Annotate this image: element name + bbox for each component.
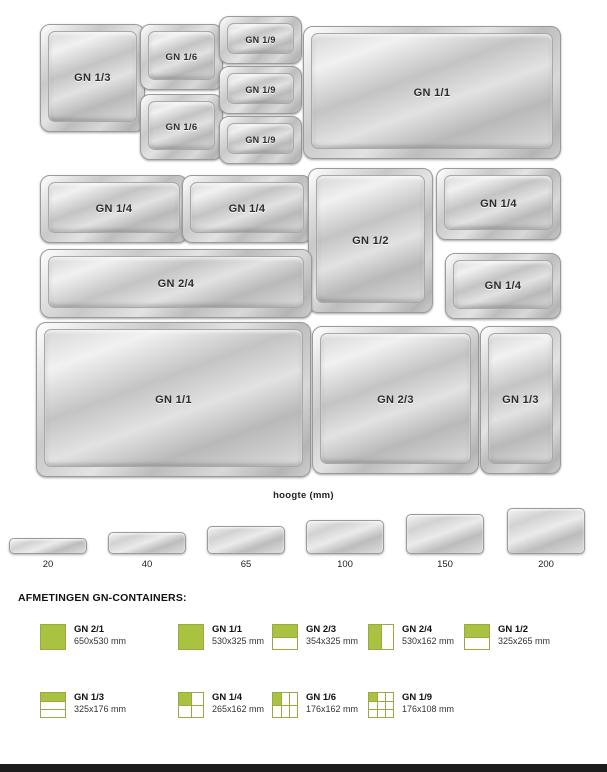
pan-height-label: 65 — [240, 559, 252, 570]
dimension-text — [498, 624, 550, 647]
pan-height-item — [402, 514, 488, 570]
dimension-swatch-icon — [272, 624, 298, 650]
dimension-item — [40, 692, 126, 718]
pan-height-label: 20 — [42, 559, 54, 570]
dimension-swatch-icon — [464, 624, 490, 650]
dimensions-legend — [0, 582, 607, 772]
gn-pan-label: GN 2/4 — [157, 277, 195, 290]
gn-pan-label: GN 1/6 — [165, 51, 198, 63]
pan-height-shape — [207, 526, 285, 554]
gn-pan — [219, 16, 302, 64]
gn-pan — [308, 168, 433, 313]
gn-pan-label: GN 1/3 — [502, 394, 539, 406]
pan-height-label: 200 — [538, 559, 554, 570]
gn-pan — [140, 94, 223, 160]
dimension-text — [402, 692, 454, 715]
dimension-size: 325x265 mm — [498, 635, 551, 646]
dimension-item — [368, 692, 454, 718]
dimension-code: GN 1/2 — [498, 624, 529, 635]
gn-pan-label: GN 1/9 — [245, 85, 276, 95]
dimension-code: GN 1/1 — [212, 624, 243, 635]
gn-pan — [140, 24, 223, 90]
gn-pan — [219, 66, 302, 114]
dimension-text — [74, 692, 126, 715]
gn-pan — [303, 26, 561, 159]
gn-pan — [182, 175, 312, 243]
heights-title: hoogte (mm) — [273, 490, 334, 501]
pan-height-item — [5, 538, 91, 570]
gn-pan — [40, 24, 145, 132]
gn-pan — [219, 116, 302, 164]
dimension-item — [178, 692, 264, 718]
dimension-swatch-icon — [368, 692, 394, 718]
dimension-code: GN 1/6 — [306, 692, 337, 703]
gn-pan-label: GN 1/4 — [95, 203, 133, 215]
dimension-text — [306, 624, 358, 647]
pan-height-shape — [306, 520, 384, 554]
gn-pan-label: GN 1/4 — [480, 198, 517, 210]
pan-height-shape — [9, 538, 87, 554]
pan-heights-row — [0, 490, 607, 582]
pan-height-shape — [507, 508, 585, 554]
gn-pan — [40, 249, 312, 318]
pan-height-label: 40 — [141, 559, 153, 570]
dimension-swatch-icon — [178, 692, 204, 718]
dimension-swatch-icon — [272, 692, 298, 718]
gn-pan-label: GN 2/3 — [377, 394, 414, 406]
dimension-size: 176x162 mm — [306, 703, 359, 714]
gn-pan — [312, 326, 479, 474]
dimension-text — [402, 624, 454, 647]
dimension-code: GN 1/9 — [402, 692, 433, 703]
dimension-item — [178, 624, 264, 650]
pan-height-item — [503, 508, 589, 570]
dimension-size: 176x108 mm — [402, 703, 455, 714]
dimension-item — [272, 624, 358, 650]
pan-height-item — [104, 532, 190, 570]
pan-height-item — [203, 526, 289, 570]
pan-height-label: 100 — [337, 559, 353, 570]
gn-pan-label: GN 1/3 — [74, 72, 111, 84]
footer-bar — [0, 764, 607, 772]
dimension-size: 530x325 mm — [212, 635, 265, 646]
dimension-size: 650x530 mm — [74, 635, 127, 646]
dimension-item — [272, 692, 358, 718]
dimension-item — [368, 624, 454, 650]
dimension-code: GN 1/4 — [212, 692, 243, 703]
dimension-swatch-icon — [368, 624, 394, 650]
gn-pan — [40, 175, 188, 243]
gn-pan-label: GN 1/4 — [484, 280, 522, 292]
pan-height-shape — [108, 532, 186, 554]
gn-pan — [36, 322, 311, 477]
dimension-size: 325x176 mm — [74, 703, 127, 714]
dimension-item — [464, 624, 550, 650]
gn-pan-label: GN 1/9 — [245, 135, 276, 145]
dimension-text — [74, 624, 126, 647]
gn-pan — [445, 253, 561, 319]
dimension-swatch-icon — [40, 624, 66, 650]
dimension-code: GN 2/4 — [402, 624, 433, 635]
dimensions-title: AFMETINGEN GN-CONTAINERS: — [18, 592, 187, 604]
gn-pan-label: GN 1/1 — [155, 393, 192, 406]
dimension-text — [212, 624, 264, 647]
dimension-size: 530x162 mm — [402, 635, 455, 646]
pan-height-shape — [406, 514, 484, 554]
dimension-code: GN 2/3 — [306, 624, 337, 635]
gn-pan — [480, 326, 561, 474]
dimension-size: 265x162 mm — [212, 703, 265, 714]
dimension-text — [306, 692, 358, 715]
gn-pan-label: GN 1/1 — [413, 86, 451, 99]
dimension-size: 354x325 mm — [306, 635, 359, 646]
dimension-swatch-icon — [40, 692, 66, 718]
dimension-text — [212, 692, 264, 715]
dimension-item — [40, 624, 126, 650]
gn-pan-label: GN 1/6 — [165, 121, 198, 133]
dimension-code: GN 2/1 — [74, 624, 105, 635]
dimension-swatch-icon — [178, 624, 204, 650]
pan-height-item — [302, 520, 388, 570]
gn-pan-label: GN 1/4 — [228, 203, 266, 215]
gn-pan-label: GN 1/2 — [352, 234, 389, 247]
pan-height-label: 150 — [437, 559, 453, 570]
gn-pan — [436, 168, 561, 240]
gn-pan-label: GN 1/9 — [245, 35, 276, 45]
dimension-code: GN 1/3 — [74, 692, 105, 703]
